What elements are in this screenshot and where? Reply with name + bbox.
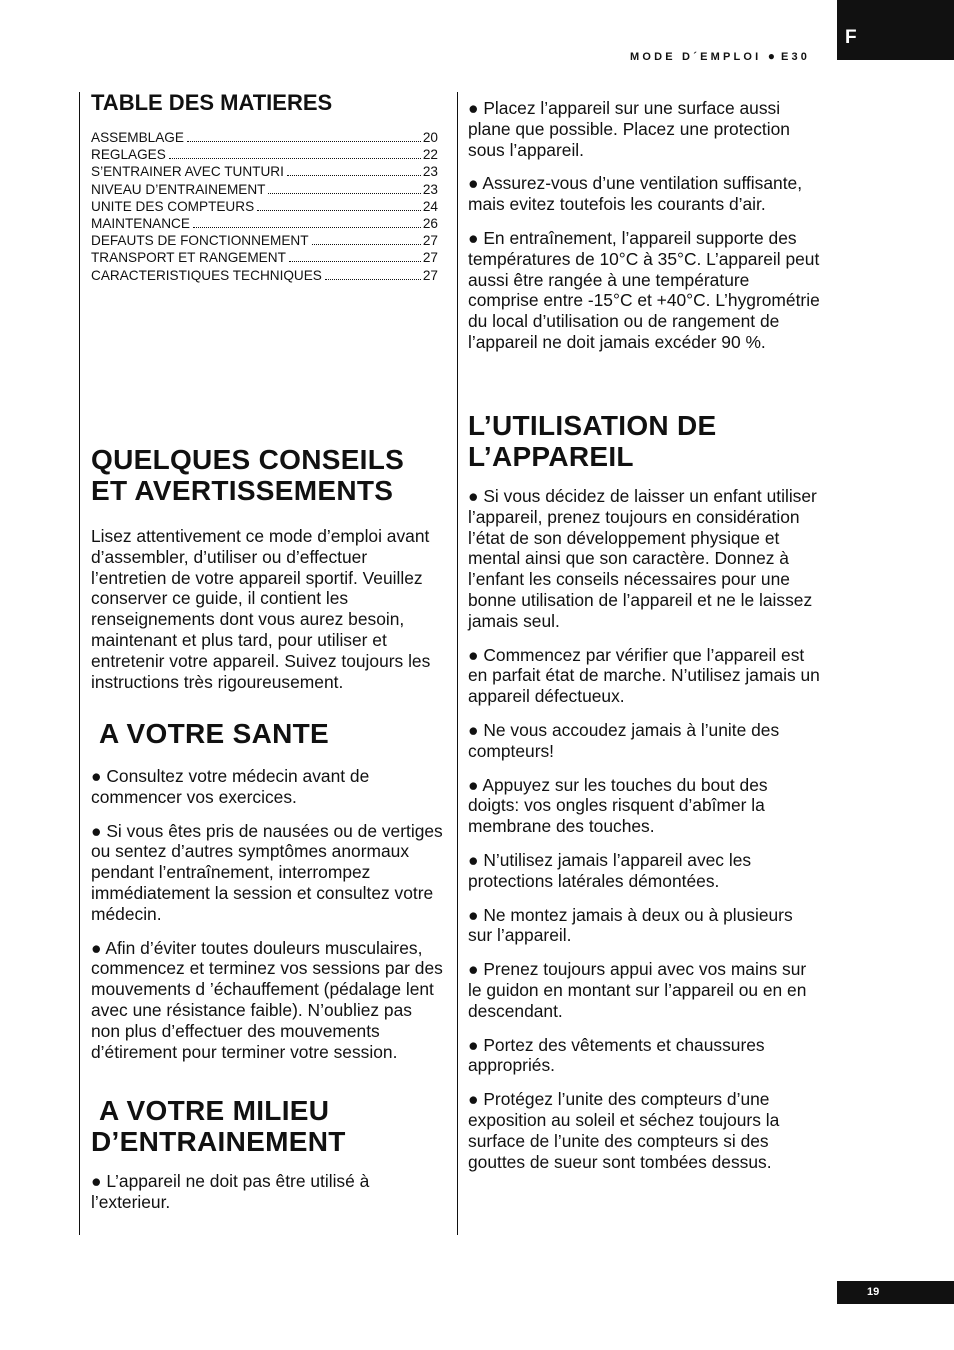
- milieu-item: ● En entraînement, l’appareil supporte des températures de 10°C à 35°C. L’appareil peut aussi être rangée à une température comprise entre -15°C et +40°C. L’hygrométrie du local d’utilisation ou de rangement de l’appareil ne doit jamais excéder 90 %.: [468, 227, 820, 352]
- sante-section: [91, 718, 443, 1062]
- toc-leader: [325, 279, 421, 280]
- toc-entry[interactable]: [91, 198, 438, 215]
- sante-heading: A VOTRE SANTE: [99, 718, 329, 749]
- toc-entry[interactable]: [91, 163, 438, 180]
- language-tab: [837, 0, 954, 60]
- toc-entry-page: 26: [422, 216, 438, 232]
- toc-entry-label: REGLAGES: [91, 147, 166, 163]
- toc-entry[interactable]: [91, 232, 438, 249]
- utilisation-item: ● Protégez l’unite des compteurs d’une exposition au soleil et séchez toujours la surface de l’unite des compteurs si des gouttes de sueur sont tombées dessus.: [468, 1089, 780, 1172]
- toc-entry-page: 20: [422, 130, 438, 145]
- toc-leader: [169, 158, 421, 159]
- conseils-intro: Lisez attentivement ce mode d’emploi avant d’assembler, d’utiliser ou d’effectuer l’entretien de votre appareil sportif. Veuillez conserver ce guide, il contient les renseignements dont vous aurez besoin, maintenant et plus tard, pour utiliser et entretenir votre appareil. Suivez toujours les instructions très rigoureusement.: [91, 526, 431, 692]
- sante-item: ● Consultez votre médecin avant de commencer vos exercices.: [91, 766, 370, 807]
- utilisation-item: ● N’utilisez jamais l’appareil avec les protections latérales démontées.: [468, 849, 752, 891]
- table-of-contents: [91, 129, 438, 284]
- sante-item: ● Afin d’éviter toutes douleurs musculaires, commencez et terminez vos sessions par des mouvements d ’échauffement (pédalage lent avec une résistance faible). N’oubliez pas non plus d’effectuer des mouvements d’étirement pour terminer votre session.: [91, 937, 443, 1062]
- toc-entry-page: 22: [422, 147, 438, 163]
- toc-entry-page: 27: [422, 233, 438, 249]
- running-head-model: E30: [780, 51, 811, 63]
- language-tab-label: F: [845, 27, 857, 48]
- milieu-item: ● L’appareil ne doit pas être utilisé à l’exterieur.: [91, 1171, 370, 1212]
- toc-entry-label: UNITE DES COMPTEURS: [91, 198, 255, 214]
- middle-column-rule: [457, 92, 458, 1235]
- milieu-section: [91, 1095, 443, 1213]
- toc-entry-label: NIVEAU D’ENTRAINEMENT: [91, 181, 266, 197]
- sante-item: ● Si vous êtes pris de nausées ou de vertiges ou sentez d’autres symptômes anormaux pendant l’entraînement, interrompez immédiatement la session et consultez votre médecin.: [91, 820, 443, 924]
- toc-leader: [268, 193, 420, 194]
- toc-entry-page: 24: [422, 198, 438, 214]
- conseils-heading-line2: ET AVERTISSEMENTS: [91, 475, 394, 506]
- milieu-heading: [91, 1095, 443, 1157]
- toc-leader: [289, 261, 421, 262]
- toc-entry[interactable]: [91, 267, 438, 284]
- milieu-item: ● Assurez-vous d’une ventilation suffisante, mais evitez toutefois les courants d’air.: [468, 173, 803, 215]
- milieu-heading-line2: D’ENTRAINEMENT: [91, 1126, 346, 1157]
- utilisation-item: ● Appuyez sur les touches du bout des doigts: vos ongles risquent d’abîmer la membrane des touches.: [468, 774, 768, 837]
- toc-entry-label: S’ENTRAINER AVEC TUNTURI: [91, 164, 284, 180]
- toc-entry-page: 23: [422, 164, 438, 180]
- toc-entry-page: 27: [422, 267, 438, 283]
- utilisation-item: ● Si vous décidez de laisser un enfant utiliser l’appareil, prenez toujours en considération l’état de son développement physique et mental ainsi que son caractère. Donnez à l’enfant les conseils nécessaires pour une bonne utilisation de l’appareil et ne le laissez jamais seul.: [468, 486, 817, 631]
- conseils-section: [91, 444, 443, 692]
- utilisation-item: ● Ne vous accoudez jamais à l’unite des compteurs!: [468, 719, 780, 761]
- toc-entry-label: MAINTENANCE: [91, 216, 190, 232]
- milieu-item: ● Placez l’appareil sur une surface aussi plane que possible. Placez une protection sous l’appareil.: [468, 98, 790, 160]
- conseils-heading-line1: QUELQUES CONSEILS: [91, 444, 405, 475]
- toc-entry-label: DEFAUTS DE FONCTIONNEMENT: [91, 233, 309, 249]
- toc-entry-label: TRANSPORT ET RANGEMENT: [91, 250, 286, 266]
- left-column-rule: [79, 92, 80, 1235]
- page-number: 19: [867, 1286, 880, 1298]
- utilisation-item: ● Ne montez jamais à deux ou à plusieurs sur l’appareil.: [468, 904, 793, 946]
- utilisation-item: ● Commencez par vérifier que l’appareil est en parfait état de marche. N’utilisez jamais un appareil défectueux.: [468, 644, 820, 707]
- toc-entry-label: ASSEMBLAGE: [91, 130, 184, 145]
- toc-entry-page: 27: [422, 250, 438, 266]
- toc-entry[interactable]: [91, 215, 438, 232]
- toc-entry[interactable]: [91, 146, 438, 163]
- bullet-icon: ●: [767, 49, 775, 63]
- toc-entry[interactable]: [91, 181, 438, 198]
- milieu-section-continued: [468, 98, 820, 353]
- utilisation-section: [468, 410, 820, 1172]
- utilisation-item: ● Portez des vêtements et chaussures appropriés.: [468, 1034, 765, 1076]
- milieu-heading-line1: A VOTRE MILIEU: [99, 1095, 330, 1126]
- toc-leader: [257, 210, 421, 211]
- conseils-heading: [91, 444, 443, 506]
- utilisation-heading-line1: L’UTILISATION DE: [468, 410, 717, 441]
- toc-leader: [193, 227, 421, 228]
- page-number-tab: [837, 1281, 954, 1304]
- utilisation-item: ● Prenez toujours appui avec vos mains sur le guidon en montant sur l’appareil ou en en descendant.: [468, 959, 807, 1021]
- running-head: [630, 49, 810, 63]
- utilisation-heading: [468, 410, 820, 472]
- toc-entry[interactable]: [91, 129, 438, 146]
- toc-leader: [312, 244, 421, 245]
- running-head-title: MODE D´EMPLOI: [630, 51, 762, 63]
- toc-title: TABLE DES MATIERES: [91, 90, 333, 115]
- toc-entry-label: CARACTERISTIQUES TECHNIQUES: [91, 267, 322, 283]
- toc-entry-page: 23: [422, 181, 438, 197]
- utilisation-heading-line2: L’APPAREIL: [468, 441, 634, 472]
- toc-entry[interactable]: [91, 249, 438, 266]
- toc-leader: [287, 175, 421, 176]
- toc-leader: [187, 141, 421, 142]
